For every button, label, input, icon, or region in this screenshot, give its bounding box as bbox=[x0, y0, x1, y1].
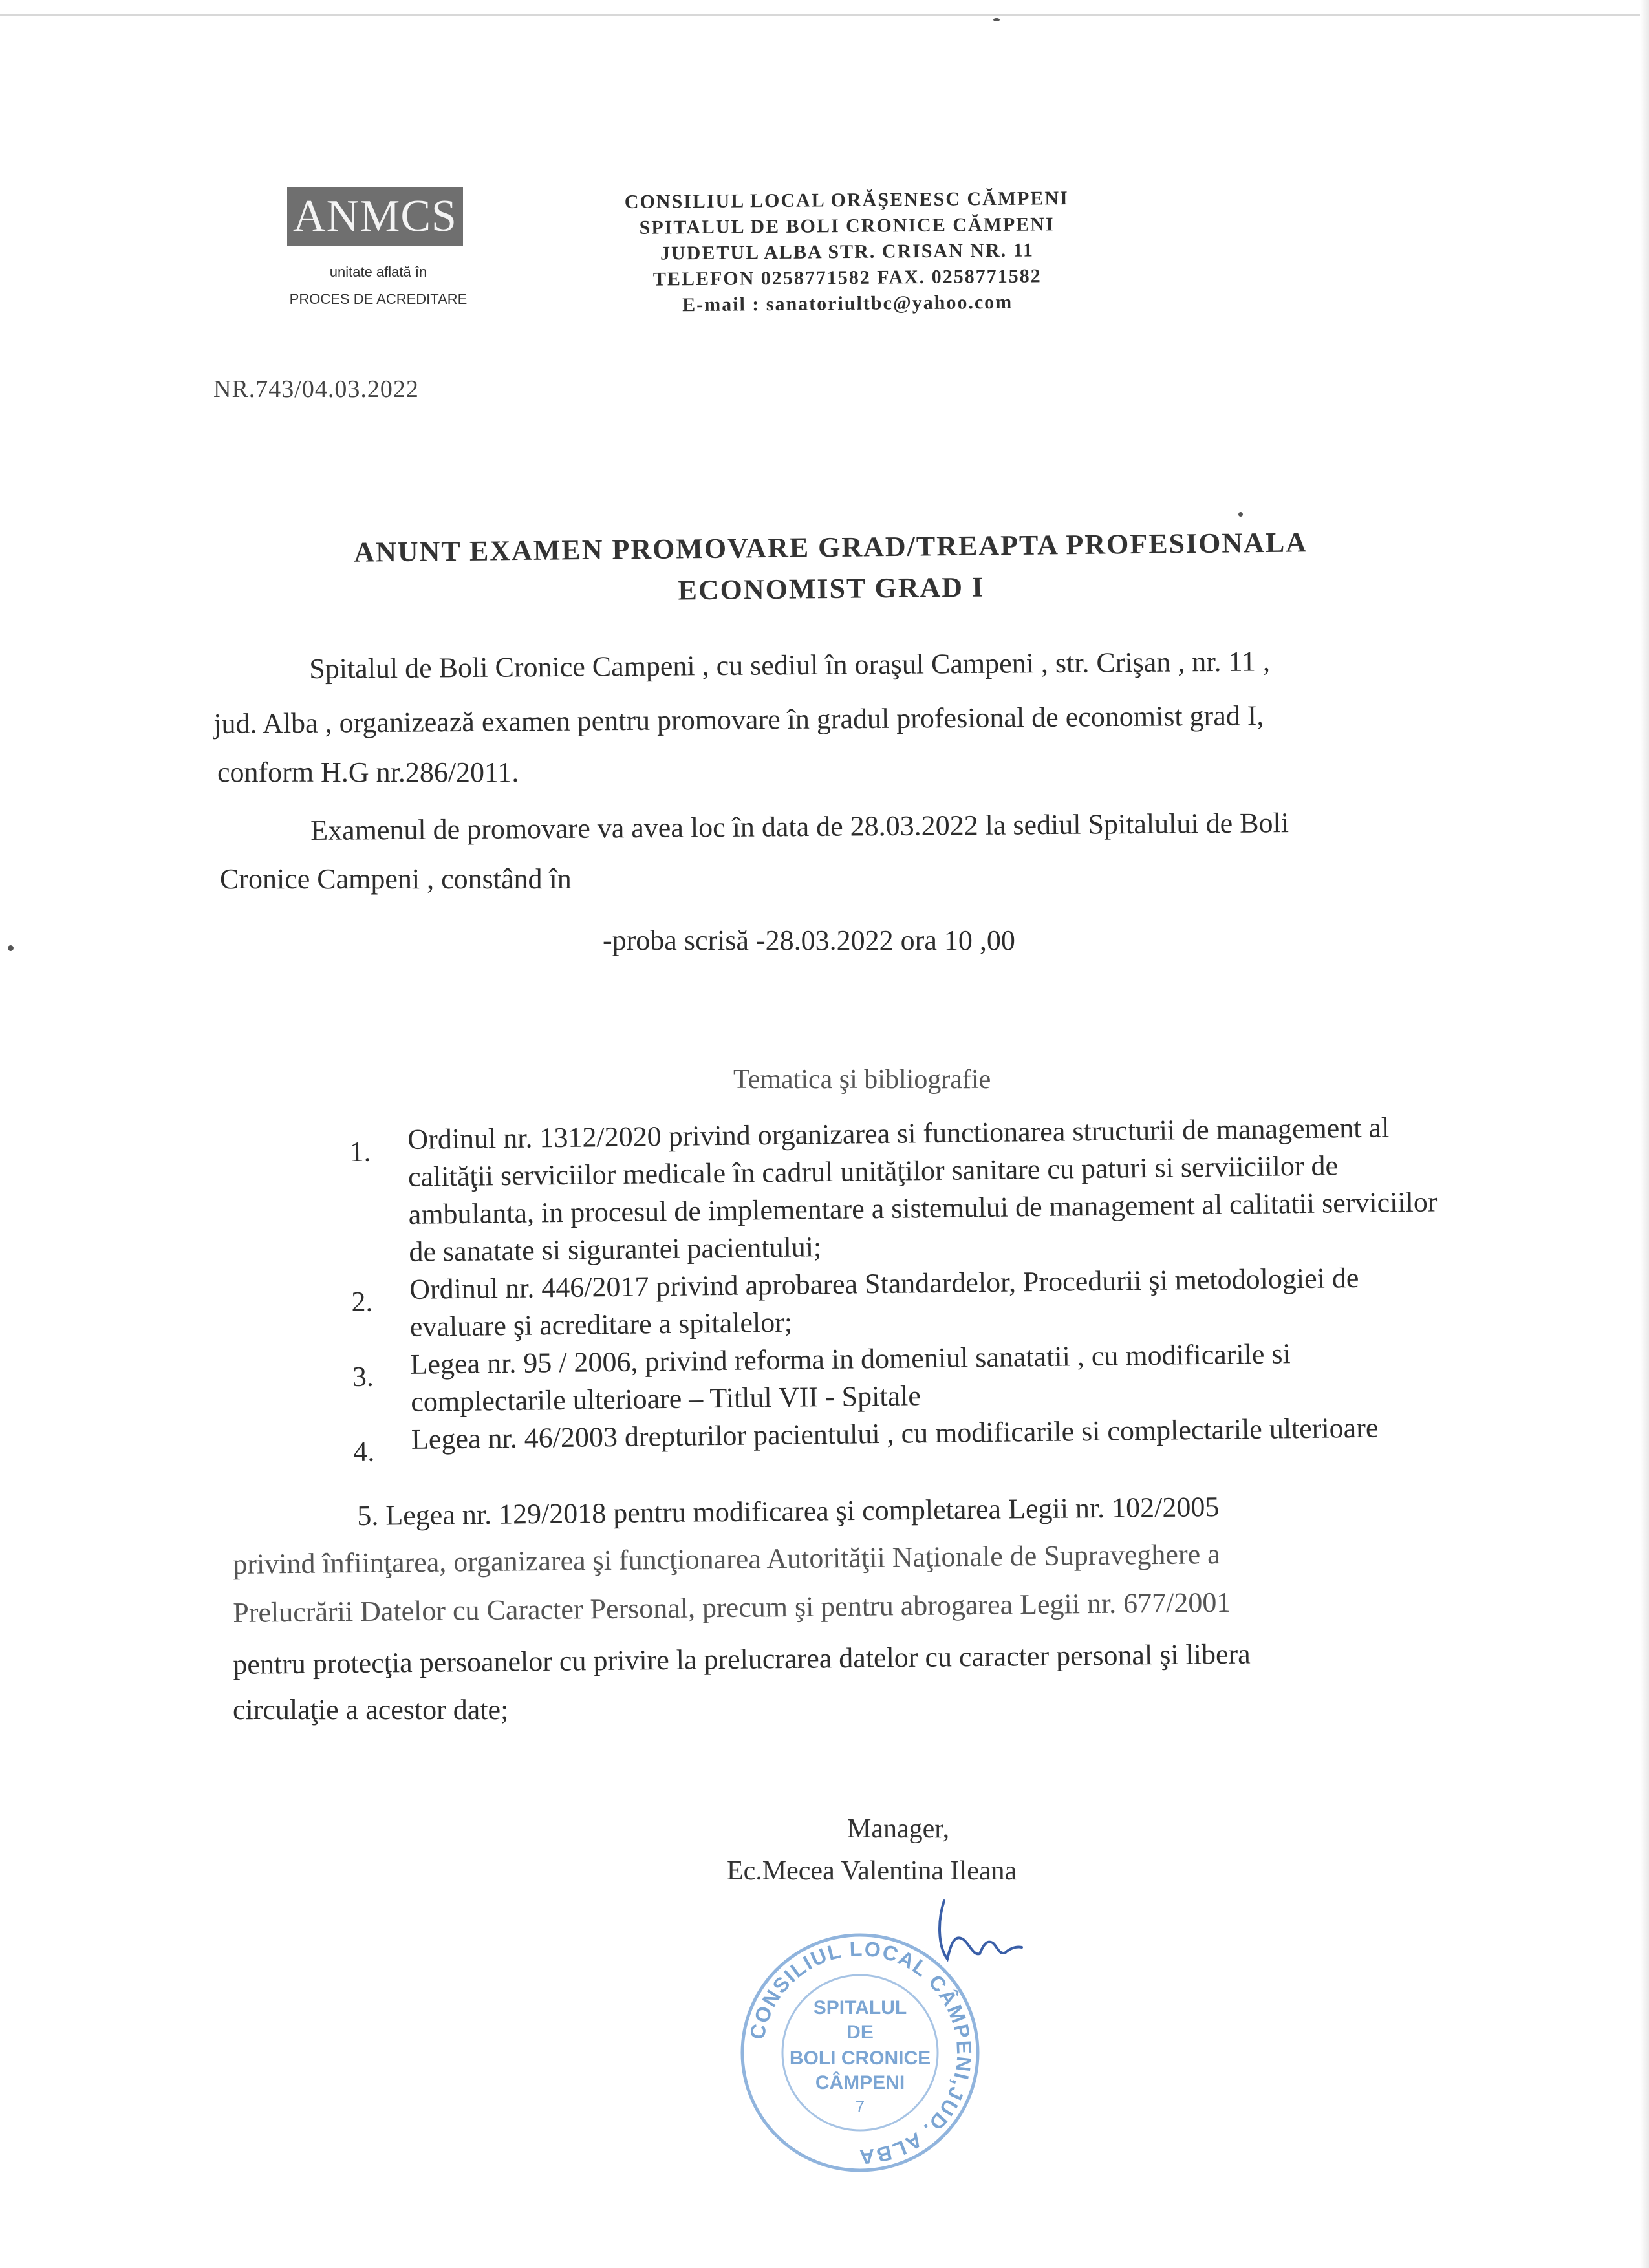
list-item-5-line: circulaţie a acestor date; bbox=[233, 1694, 509, 1726]
scan-edge-line bbox=[0, 14, 1649, 16]
signatory-role: Manager, bbox=[847, 1814, 950, 1844]
list-item bbox=[352, 1333, 1452, 1422]
list-text: Ordinul nr. 1312/2020 privind organizarea si functionarea structurii de management al calităţii serviciilor medicale în cadrul unităţilor sanitare cu paturi si serviiciilor de ambulanta, in procesul de implementare a sistemului de management al calitatii serviciilor de sanatate si sigurantei pacientului; bbox=[407, 1111, 1438, 1268]
list-number: 1. bbox=[349, 1135, 371, 1168]
institution-header bbox=[555, 185, 1139, 319]
stamp-text: DE bbox=[846, 2022, 874, 2043]
document-number: NR.743/04.03.2022 bbox=[213, 376, 419, 403]
list-item bbox=[351, 1258, 1451, 1347]
anmcs-logo: ANMCS bbox=[287, 187, 463, 246]
list-item-5-line: pentru protecţia persoanelor cu privire la prelucrarea datelor cu caracter personal şi libera bbox=[233, 1638, 1251, 1680]
official-stamp bbox=[737, 1930, 983, 2176]
scan-speck bbox=[8, 945, 14, 951]
stamp-text: BOLI CRONICE bbox=[789, 2048, 931, 2069]
list-number: 2. bbox=[351, 1285, 373, 1318]
stamp-outer-text: CONSILIUL LOCAL CÂMPENI,JUD. ALBA bbox=[745, 1936, 976, 2169]
list-number: 3. bbox=[352, 1360, 374, 1393]
paragraph-line: Spitalul de Boli Cronice Campeni , cu sediul în oraşul Campeni , str. Crişan , nr. 11 , bbox=[309, 645, 1271, 685]
scan-speck bbox=[1238, 512, 1243, 517]
paragraph-line: jud. Alba , organizează examen pentru promovare în gradul profesional de economist grad I, bbox=[213, 700, 1264, 740]
list-item-5-line: Prelucrării Datelor cu Caracter Personal, precum şi pentru abrogarea Legii nr. 677/2001 bbox=[233, 1586, 1231, 1629]
bibliography-heading: Tematica şi bibliografie bbox=[733, 1065, 991, 1095]
header-email: E-mail : sanatoriultbc@yahoo.com bbox=[682, 291, 1013, 316]
header-line: CONSILIUL LOCAL ORĂŞENESC CĂMPENI bbox=[624, 187, 1069, 213]
logo-caption bbox=[272, 259, 485, 313]
header-line: TELEFON 0258771582 FAX. 0258771582 bbox=[652, 265, 1042, 290]
scan-speck bbox=[993, 18, 1000, 21]
list-item-5-line: privind înfiinţarea, organizarea şi funcţionarea Autorităţii Naţionale de Supraveghere a bbox=[233, 1538, 1220, 1580]
header-line: SPITALUL DE BOLI CRONICE CĂMPENI bbox=[639, 213, 1055, 239]
announcement-title bbox=[193, 520, 1468, 617]
bibliography-list bbox=[349, 1108, 1452, 1471]
list-item bbox=[349, 1108, 1450, 1272]
logo-caption-line: unitate aflată în bbox=[329, 264, 427, 280]
stamp-text: CÂMPENI bbox=[815, 2072, 905, 2093]
list-text: Ordinul nr. 446/2017 privind aprobarea Standardelor, Procedurii şi metodologiei de evaluare şi acreditare a spitalelor; bbox=[409, 1261, 1359, 1343]
paragraph-line: conform H.G nr.286/2011. bbox=[217, 756, 519, 788]
exam-schedule: -proba scrisă -28.03.2022 ora 10 ,00 bbox=[603, 925, 1015, 956]
stamp-text: SPITALUL bbox=[813, 1997, 907, 2018]
list-text: Legea nr. 95 / 2006, privind reforma in domeniul sanatatii , cu modificarile si complectarile ulterioare – Titlul VII - Spitale bbox=[410, 1338, 1291, 1418]
title-line: ANUNT EXAMEN PROMOVARE GRAD/TREAPTA PROFESIONALA bbox=[354, 526, 1308, 568]
stamp-number: 7 bbox=[855, 2097, 865, 2116]
logo-caption-line: PROCES DE ACREDITARE bbox=[289, 291, 468, 307]
header-line: JUDETUL ALBA STR. CRISAN NR. 11 bbox=[660, 239, 1035, 264]
list-number: 4. bbox=[352, 1435, 375, 1468]
list-text: Legea nr. 46/2003 drepturilor pacientului , cu modificarile si complectarile ulterioare bbox=[411, 1411, 1379, 1455]
list-item-5-line: 5. Legea nr. 129/2018 pentru modificarea şi completarea Legii nr. 102/2005 bbox=[357, 1491, 1220, 1532]
signatory-name: Ec.Mecea Valentina Ileana bbox=[727, 1856, 1017, 1886]
paragraph-line: Cronice Campeni , constând în bbox=[220, 863, 572, 895]
paragraph-line: Examenul de promovare va avea loc în data de 28.03.2022 la sediul Spitalului de Boli bbox=[310, 807, 1289, 846]
title-line: ECONOMIST GRAD I bbox=[678, 571, 985, 606]
scan-edge-shadow bbox=[1640, 0, 1649, 2268]
